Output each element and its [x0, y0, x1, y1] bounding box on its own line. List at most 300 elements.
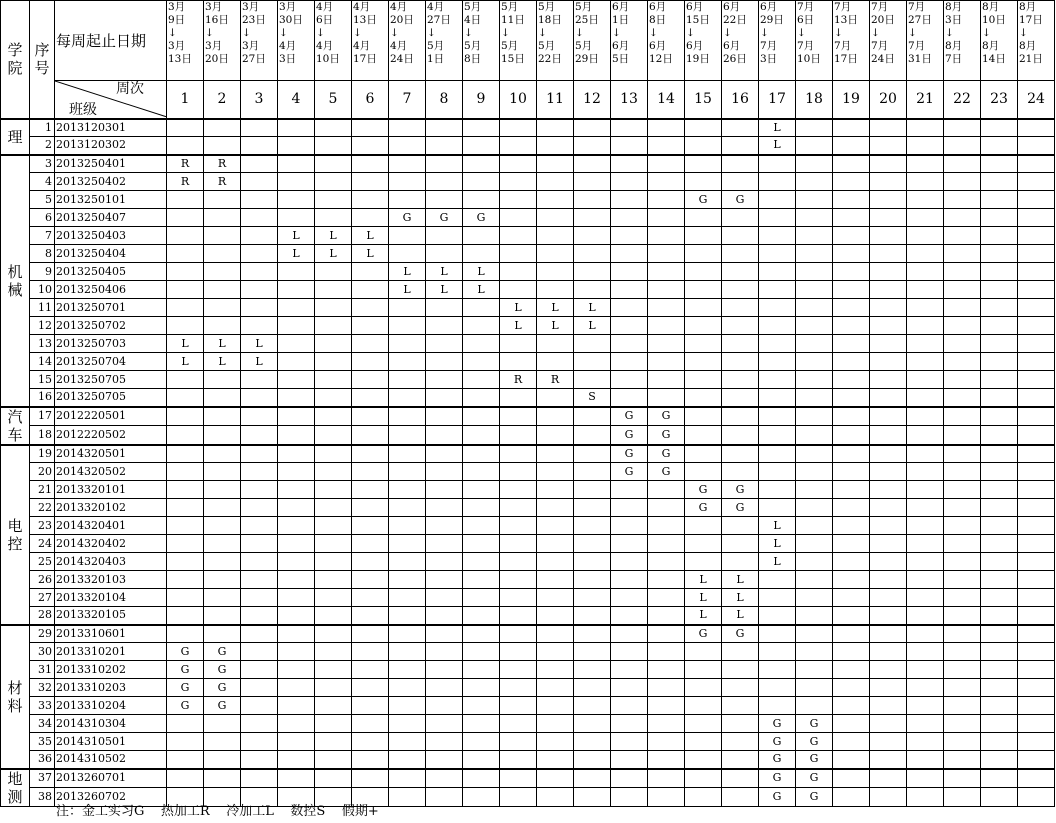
- schedule-cell: [500, 661, 537, 679]
- schedule-cell: [796, 426, 833, 445]
- schedule-cell: [796, 499, 833, 517]
- schedule-cell: S: [574, 389, 611, 407]
- schedule-cell: [537, 787, 574, 806]
- schedule-cell: [204, 445, 241, 463]
- schedule-cell: [759, 335, 796, 353]
- schedule-cell: [944, 155, 981, 173]
- schedule-cell: [574, 245, 611, 263]
- schedule-cell: [907, 751, 944, 769]
- schedule-cell: [833, 281, 870, 299]
- schedule-cell: [981, 571, 1018, 589]
- schedule-cell: [944, 445, 981, 463]
- schedule-cell: [315, 481, 352, 499]
- schedule-cell: [278, 733, 315, 751]
- schedule-cell: [648, 155, 685, 173]
- schedule-cell: [352, 481, 389, 499]
- schedule-cell: [574, 787, 611, 806]
- schedule-cell: [611, 299, 648, 317]
- schedule-cell: [204, 751, 241, 769]
- schedule-cell: [907, 119, 944, 137]
- index-header: 序 号: [30, 1, 55, 119]
- schedule-cell: [574, 335, 611, 353]
- schedule-cell: [1018, 389, 1055, 407]
- schedule-cell: [870, 407, 907, 426]
- schedule-cell: [685, 245, 722, 263]
- class-id: 2013250705: [55, 371, 167, 389]
- schedule-cell: [981, 245, 1018, 263]
- schedule-cell: [944, 553, 981, 571]
- schedule-cell: [426, 317, 463, 335]
- schedule-cell: [611, 227, 648, 245]
- schedule-cell: [389, 769, 426, 788]
- schedule-cell: [759, 625, 796, 643]
- schedule-cell: L: [759, 119, 796, 137]
- schedule-cell: [204, 389, 241, 407]
- schedule-cell: [352, 155, 389, 173]
- week-number: 17: [759, 81, 796, 119]
- schedule-cell: [1018, 426, 1055, 445]
- schedule-cell: [537, 733, 574, 751]
- schedule-cell: [500, 463, 537, 481]
- schedule-cell: G: [204, 679, 241, 697]
- schedule-cell: [759, 407, 796, 426]
- schedule-cell: [241, 697, 278, 715]
- class-id: 2013320104: [55, 589, 167, 607]
- schedule-cell: [315, 463, 352, 481]
- schedule-cell: [685, 751, 722, 769]
- week-class-diagonal-header: [55, 81, 167, 119]
- schedule-cell: [907, 209, 944, 227]
- table-row: [1, 317, 1055, 335]
- schedule-cell: [722, 173, 759, 191]
- schedule-cell: [278, 299, 315, 317]
- schedule-cell: [463, 463, 500, 481]
- schedule-cell: [648, 661, 685, 679]
- schedule-cell: [241, 173, 278, 191]
- schedule-cell: [352, 769, 389, 788]
- schedule-cell: [907, 299, 944, 317]
- schedule-cell: [611, 155, 648, 173]
- schedule-cell: [611, 571, 648, 589]
- row-index: 14: [30, 353, 55, 371]
- schedule-cell: G: [611, 407, 648, 426]
- row-index: 1: [30, 119, 55, 137]
- schedule-cell: L: [315, 227, 352, 245]
- schedule-cell: [611, 751, 648, 769]
- schedule-cell: L: [685, 589, 722, 607]
- schedule-cell: [389, 426, 426, 445]
- schedule-cell: [389, 335, 426, 353]
- week-date-range: 8月 3日 ↓ 8月 7日: [944, 1, 981, 81]
- schedule-cell: [500, 137, 537, 155]
- week-number: 24: [1018, 81, 1055, 119]
- row-index: 15: [30, 371, 55, 389]
- schedule-cell: [315, 173, 352, 191]
- schedule-cell: [352, 607, 389, 625]
- schedule-cell: G: [722, 191, 759, 209]
- schedule-cell: [722, 463, 759, 481]
- schedule-cell: [167, 517, 204, 535]
- schedule-cell: [759, 299, 796, 317]
- schedule-cell: [648, 679, 685, 697]
- schedule-cell: [981, 733, 1018, 751]
- schedule-cell: [796, 245, 833, 263]
- schedule-cell: [241, 643, 278, 661]
- schedule-cell: [463, 715, 500, 733]
- schedule-cell: [352, 263, 389, 281]
- schedule-cell: [796, 517, 833, 535]
- class-id: 2013260701: [55, 769, 167, 788]
- schedule-cell: L: [352, 245, 389, 263]
- class-id: 2012220501: [55, 407, 167, 426]
- schedule-cell: [648, 227, 685, 245]
- schedule-cell: [944, 426, 981, 445]
- week-date-range: 3月 9日 ↓ 3月 13日: [167, 1, 204, 81]
- schedule-cell: [981, 155, 1018, 173]
- schedule-cell: [648, 481, 685, 499]
- schedule-cell: [537, 137, 574, 155]
- table-row: [1, 209, 1055, 227]
- table-row: [1, 463, 1055, 481]
- schedule-cell: [759, 463, 796, 481]
- schedule-cell: [981, 589, 1018, 607]
- week-number: 8: [426, 81, 463, 119]
- schedule-cell: [759, 445, 796, 463]
- schedule-cell: [1018, 517, 1055, 535]
- schedule-cell: [537, 715, 574, 733]
- schedule-cell: G: [648, 426, 685, 445]
- schedule-cell: [981, 426, 1018, 445]
- week-date-range: 7月 27日 ↓ 7月 31日: [907, 1, 944, 81]
- schedule-cell: G: [796, 715, 833, 733]
- schedule-cell: [1018, 679, 1055, 697]
- class-id: 2013250701: [55, 299, 167, 317]
- schedule-cell: [870, 625, 907, 643]
- schedule-cell: [167, 751, 204, 769]
- row-index: 22: [30, 499, 55, 517]
- week-number: 9: [463, 81, 500, 119]
- schedule-cell: [389, 535, 426, 553]
- schedule-cell: [796, 119, 833, 137]
- schedule-cell: [907, 589, 944, 607]
- class-id: 2013320102: [55, 499, 167, 517]
- schedule-cell: [167, 426, 204, 445]
- schedule-cell: [315, 697, 352, 715]
- schedule-cell: [833, 643, 870, 661]
- schedule-cell: [870, 769, 907, 788]
- schedule-cell: [907, 481, 944, 499]
- schedule-cell: [759, 209, 796, 227]
- schedule-cell: L: [463, 281, 500, 299]
- schedule-cell: [648, 607, 685, 625]
- schedule-cell: G: [685, 481, 722, 499]
- schedule-cell: [907, 517, 944, 535]
- schedule-cell: [537, 499, 574, 517]
- schedule-cell: G: [759, 733, 796, 751]
- schedule-cell: [167, 389, 204, 407]
- schedule-cell: [278, 281, 315, 299]
- schedule-cell: [278, 499, 315, 517]
- schedule-cell: [500, 173, 537, 191]
- schedule-cell: [463, 769, 500, 788]
- week-date-range: 6月 29日 ↓ 7月 3日: [759, 1, 796, 81]
- schedule-cell: [685, 263, 722, 281]
- schedule-cell: [611, 769, 648, 788]
- schedule-cell: [722, 119, 759, 137]
- schedule-cell: [278, 119, 315, 137]
- schedule-cell: [611, 209, 648, 227]
- schedule-cell: [1018, 787, 1055, 806]
- class-id: 2013260702: [55, 787, 167, 806]
- schedule-cell: [167, 227, 204, 245]
- schedule-cell: L: [537, 317, 574, 335]
- schedule-cell: [463, 245, 500, 263]
- table-row: [1, 445, 1055, 463]
- schedule-cell: [537, 263, 574, 281]
- schedule-cell: G: [648, 407, 685, 426]
- schedule-cell: [1018, 445, 1055, 463]
- schedule-cell: [315, 155, 352, 173]
- row-index: 27: [30, 589, 55, 607]
- schedule-cell: [537, 535, 574, 553]
- schedule-cell: [315, 263, 352, 281]
- schedule-cell: [278, 589, 315, 607]
- schedule-cell: [389, 445, 426, 463]
- schedule-cell: [278, 715, 315, 733]
- table-row: [1, 155, 1055, 173]
- table-row: [1, 571, 1055, 589]
- schedule-cell: [722, 751, 759, 769]
- schedule-cell: [315, 625, 352, 643]
- schedule-cell: [278, 137, 315, 155]
- schedule-cell: [981, 769, 1018, 788]
- schedule-cell: L: [463, 263, 500, 281]
- schedule-cell: [944, 715, 981, 733]
- week-number: 5: [315, 81, 352, 119]
- schedule-cell: [1018, 281, 1055, 299]
- table-row: [1, 715, 1055, 733]
- schedule-cell: [537, 769, 574, 788]
- schedule-cell: [352, 119, 389, 137]
- schedule-cell: [981, 173, 1018, 191]
- schedule-cell: [389, 389, 426, 407]
- row-index: 2: [30, 137, 55, 155]
- schedule-cell: [1018, 335, 1055, 353]
- schedule-cell: [167, 371, 204, 389]
- schedule-cell: [352, 389, 389, 407]
- schedule-cell: [500, 499, 537, 517]
- schedule-cell: [907, 571, 944, 589]
- schedule-cell: [685, 787, 722, 806]
- schedule-cell: [500, 733, 537, 751]
- table-row: [1, 553, 1055, 571]
- schedule-cell: [389, 407, 426, 426]
- schedule-cell: [907, 353, 944, 371]
- schedule-cell: [759, 697, 796, 715]
- schedule-cell: [981, 281, 1018, 299]
- schedule-cell: R: [537, 371, 574, 389]
- schedule-cell: [574, 697, 611, 715]
- schedule-cell: [278, 371, 315, 389]
- schedule-cell: G: [722, 499, 759, 517]
- schedule-cell: [944, 499, 981, 517]
- week-number: 12: [574, 81, 611, 119]
- schedule-cell: G: [796, 751, 833, 769]
- week-date-range: 7月 13日 ↓ 7月 17日: [833, 1, 870, 81]
- class-id: 2013120301: [55, 119, 167, 137]
- row-index: 3: [30, 155, 55, 173]
- schedule-cell: [500, 751, 537, 769]
- schedule-cell: [796, 335, 833, 353]
- schedule-cell: [796, 589, 833, 607]
- schedule-cell: [389, 499, 426, 517]
- schedule-cell: [278, 155, 315, 173]
- week-number: 2: [204, 81, 241, 119]
- table-row: [1, 407, 1055, 426]
- schedule-cell: [167, 733, 204, 751]
- schedule-cell: [500, 353, 537, 371]
- schedule-cell: [648, 787, 685, 806]
- week-date-range: 5月 11日 ↓ 5月 15日: [500, 1, 537, 81]
- schedule-cell: [759, 571, 796, 589]
- schedule-cell: [500, 769, 537, 788]
- schedule-cell: [241, 389, 278, 407]
- schedule-cell: [796, 643, 833, 661]
- schedule-cell: [759, 227, 796, 245]
- schedule-cell: L: [685, 607, 722, 625]
- schedule-cell: [611, 389, 648, 407]
- schedule-cell: G: [685, 499, 722, 517]
- college-name: 理: [1, 119, 30, 155]
- schedule-cell: [907, 317, 944, 335]
- schedule-cell: [1018, 371, 1055, 389]
- schedule-cell: [944, 697, 981, 715]
- schedule-cell: [537, 679, 574, 697]
- schedule-cell: [870, 245, 907, 263]
- schedule-cell: [352, 517, 389, 535]
- schedule-cell: [352, 445, 389, 463]
- schedule-cell: [870, 607, 907, 625]
- schedule-cell: [463, 335, 500, 353]
- row-index: 13: [30, 335, 55, 353]
- schedule-cell: [278, 173, 315, 191]
- class-id: 2013250705: [55, 389, 167, 407]
- schedule-cell: [352, 317, 389, 335]
- schedule-cell: [463, 191, 500, 209]
- schedule-cell: [389, 661, 426, 679]
- schedule-cell: [389, 715, 426, 733]
- schedule-cell: [426, 335, 463, 353]
- schedule-cell: [944, 589, 981, 607]
- schedule-cell: [426, 715, 463, 733]
- schedule-cell: [833, 751, 870, 769]
- schedule-cell: L: [759, 553, 796, 571]
- schedule-cell: [463, 371, 500, 389]
- schedule-cell: [167, 463, 204, 481]
- schedule-cell: [389, 679, 426, 697]
- schedule-cell: [574, 679, 611, 697]
- schedule-cell: [426, 607, 463, 625]
- schedule-cell: [648, 299, 685, 317]
- schedule-cell: [981, 517, 1018, 535]
- schedule-cell: [722, 335, 759, 353]
- schedule-cell: [241, 715, 278, 733]
- schedule-cell: [241, 733, 278, 751]
- schedule-cell: [537, 481, 574, 499]
- schedule-cell: [907, 643, 944, 661]
- table-row: [1, 535, 1055, 553]
- schedule-cell: [685, 281, 722, 299]
- schedule-cell: L: [759, 517, 796, 535]
- schedule-cell: [241, 571, 278, 589]
- schedule-cell: [611, 281, 648, 299]
- schedule-cell: [1018, 553, 1055, 571]
- schedule-cell: [611, 263, 648, 281]
- schedule-cell: [537, 697, 574, 715]
- schedule-cell: [722, 209, 759, 227]
- schedule-cell: [907, 661, 944, 679]
- schedule-cell: [833, 697, 870, 715]
- table-row: [1, 589, 1055, 607]
- schedule-cell: [648, 589, 685, 607]
- schedule-cell: [981, 299, 1018, 317]
- schedule-cell: [759, 499, 796, 517]
- schedule-cell: [648, 535, 685, 553]
- schedule-cell: [426, 353, 463, 371]
- class-id: 2013250402: [55, 173, 167, 191]
- schedule-cell: [315, 353, 352, 371]
- week-number: 7: [389, 81, 426, 119]
- schedule-cell: [500, 191, 537, 209]
- schedule-cell: L: [500, 317, 537, 335]
- schedule-cell: [426, 389, 463, 407]
- schedule-cell: [944, 299, 981, 317]
- schedule-cell: [500, 281, 537, 299]
- schedule-cell: [241, 263, 278, 281]
- schedule-cell: [981, 715, 1018, 733]
- class-id: 2013310201: [55, 643, 167, 661]
- schedule-cell: [389, 371, 426, 389]
- schedule-cell: G: [463, 209, 500, 227]
- schedule-cell: [907, 625, 944, 643]
- schedule-cell: [648, 751, 685, 769]
- schedule-cell: [833, 173, 870, 191]
- schedule-cell: [278, 679, 315, 697]
- schedule-cell: [870, 787, 907, 806]
- schedule-cell: [796, 481, 833, 499]
- schedule-cell: [537, 173, 574, 191]
- schedule-cell: [981, 227, 1018, 245]
- schedule-cell: [352, 353, 389, 371]
- schedule-cell: G: [426, 209, 463, 227]
- class-id: 2013320105: [55, 607, 167, 625]
- schedule-cell: [685, 371, 722, 389]
- schedule-cell: [389, 589, 426, 607]
- schedule-cell: [463, 679, 500, 697]
- schedule-cell: [722, 371, 759, 389]
- schedule-cell: [796, 625, 833, 643]
- schedule-cell: [315, 499, 352, 517]
- schedule-cell: [315, 607, 352, 625]
- week-number: 22: [944, 81, 981, 119]
- schedule-cell: L: [204, 335, 241, 353]
- schedule-cell: [204, 607, 241, 625]
- schedule-cell: [389, 155, 426, 173]
- schedule-cell: [759, 389, 796, 407]
- schedule-cell: [241, 589, 278, 607]
- schedule-cell: [907, 137, 944, 155]
- table-row: [1, 299, 1055, 317]
